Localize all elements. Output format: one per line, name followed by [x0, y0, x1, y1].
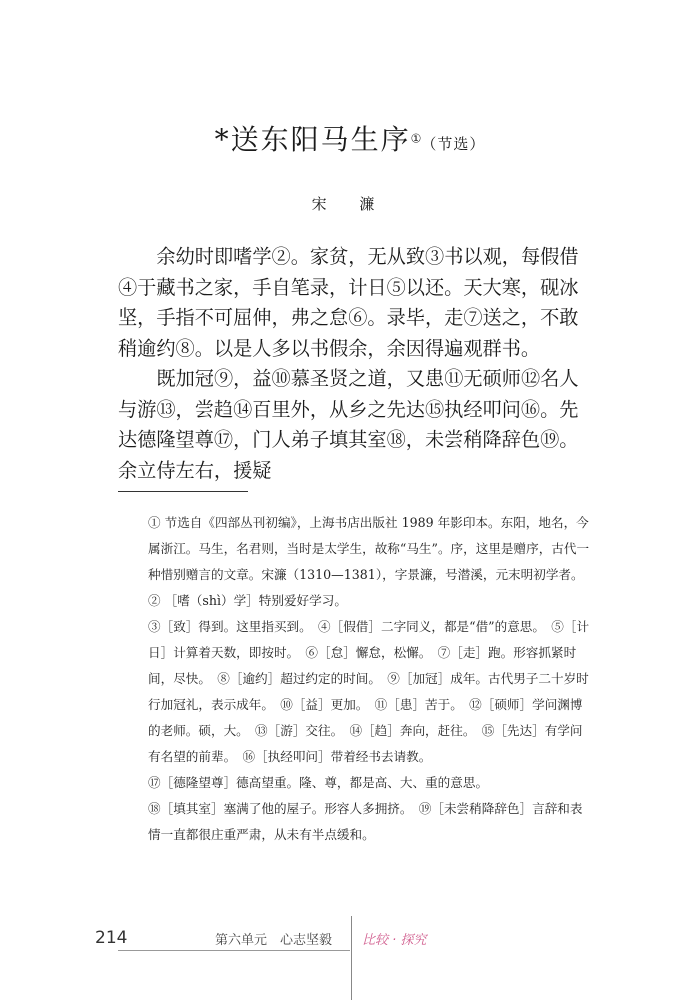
main-text	[118, 242, 592, 486]
footer-divider	[351, 916, 352, 1000]
footnotes	[148, 510, 592, 848]
author-name: 宋 濂	[311, 195, 389, 213]
title-note-mark: ①	[410, 131, 422, 146]
footer-rule	[118, 950, 350, 951]
footnote-block-1: ① 节选自《四部丛刊初编》，上海书店出版社 1989 年影印本。东阳，地名，今属浙江。马生，名君则，当时是太学生，故称“马生”。序，这里是赠序，古代一种惜别赠言的文章。宋濂（1310—1381），字景濂，号潜溪，元末明初学者。 ② ［嗜（shì）学］特别爱好学习。	[148, 515, 590, 608]
page-title	[0, 118, 700, 158]
paragraph-1: 余幼时即嗜学②。家贫，无从致③书以观，每假借④于藏书之家，手自笔录，计日⑤以还。天大寒，砚冰坚，手指不可屈伸，弗之怠⑥。录毕，走⑦送之，不敢稍逾约⑧。以是人多以书假余，余因得遍观群书。	[118, 245, 579, 360]
section-tag: 比较 · 探究	[362, 933, 427, 948]
footnote-separator	[118, 491, 248, 492]
paragraph-2: 既加冠⑨，益⑩慕圣贤之道，又患⑪无硕师⑫名人与游⑬，尝趋⑭百里外，从乡之先达⑮执经叩问⑯。先达德隆望尊⑰，门人弟子填其室⑱，未尝稍降辞色⑲。余立侍左右，援疑	[118, 367, 579, 482]
unit-title: 第六单元 心志坚毅	[215, 933, 333, 948]
title-subtitle: （节选）	[421, 135, 486, 153]
page-number: 214	[95, 928, 128, 948]
footnote-block-2: ③［致］得到。这里指买到。 ④［假借］二字同义，都是“借”的意思。 ⑤［计日］计算着天数，即按时。 ⑥［怠］懈怠，松懈。 ⑦［走］跑。形容抓紧时间，尽快。 ⑧［逾约］超过约定的时间。 ⑨［加冠］成年。古代男子二十岁时行加冠礼，表示成年。 ⑩［益］更加。 ⑪［患］苦于。 ⑫［硕师］学问渊博的老师。硕，大。 ⑬［游］交往。 ⑭［趋］奔向，赶往。 ⑮［先达］有学问有名望的前辈。 ⑯［执经叩问］带着经书去请教。	[148, 619, 590, 764]
footnote-block-3: ⑰［德隆望尊］德高望重。隆、尊，都是高、大、重的意思。	[148, 775, 489, 790]
title-text: *送东阳马生序	[214, 123, 411, 156]
footnote-block-4: ⑱［填其室］塞满了他的屋子。形容人多拥挤。 ⑲［未尝稍降辞色］言辞和表情一直都很庄重严肃，从未有半点缓和。	[148, 801, 583, 842]
